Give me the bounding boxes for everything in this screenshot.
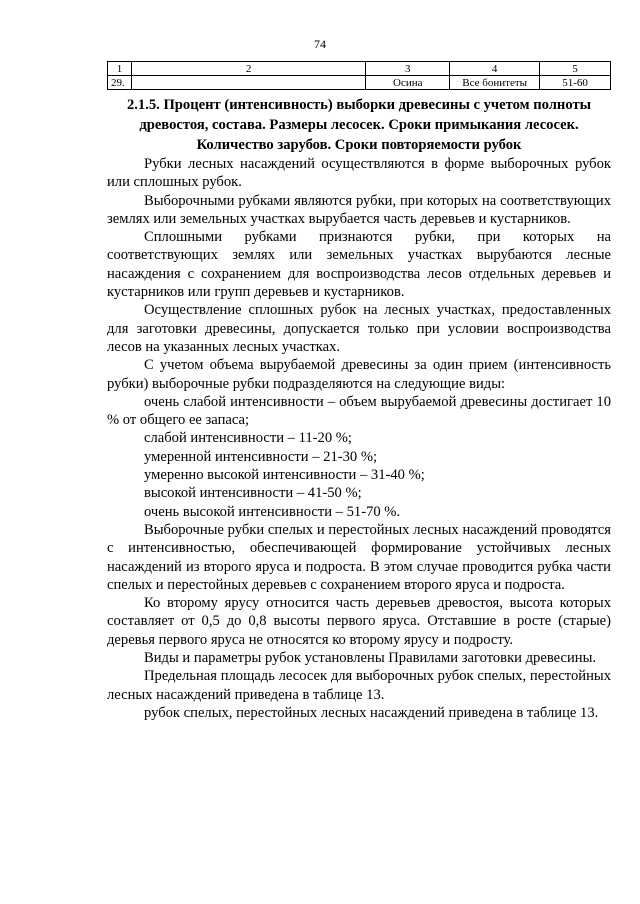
paragraph: Сплошными рубками признаются рубки, при которых на соответствующих землях или земельных участках вырубаются лесные насаждения с сохранением для воспроизводства лесов отдельных деревьев и кустарников или групп деревьев и кустарников. — [107, 229, 611, 301]
data-table — [107, 61, 611, 90]
section-title: 2.1.5. Процент (интенсивность) выборки древесины с учетом полноты древостоя, состава. Размеры лесосек. Сроки примыкания лесосек. Количество зарубов. Сроки повторяемости рубок — [126, 97, 592, 153]
table-cell: 29. — [108, 76, 132, 90]
table-header-cell: 1 — [108, 62, 132, 76]
paragraph: Выборочные рубки спелых и перестойных лесных насаждений проводятся с интенсивностью, обеспечивающей формирование устойчивых лесных насаждений из второго яруса и подроста. В этом случае проводится рубка части спелых и перестойных деревьев с сохранением второго яруса и подроста. — [107, 521, 611, 593]
paragraph: С учетом объема вырубаемой древесины за один прием (интенсивность рубки) выборочные рубки подразделяются на следующие виды: — [107, 357, 611, 392]
paragraph: очень высокой интенсивности – 51-70 %. — [144, 503, 401, 520]
paragraph: Рубки лесных насаждений осуществляются в форме выборочных рубок или сплошных рубок. — [107, 156, 611, 191]
paragraph: умеренно высокой интенсивности – 31-40 %; — [144, 467, 425, 484]
paragraph: умеренной интенсивности – 21-30 %; — [144, 448, 378, 465]
paragraph: Осуществление сплошных рубок на лесных участках, предоставленных для заготовки древесины, допускается только при условии воспроизводства лесов на указанных лесных участках. — [107, 302, 611, 355]
paragraph: Виды и параметры рубок установлены Правилами заготовки древесины. — [144, 650, 597, 667]
table-header-cell: 2 — [131, 62, 365, 76]
table-cell: 51-60 — [540, 76, 611, 90]
body-text — [107, 155, 611, 722]
table-header-cell: 3 — [366, 62, 450, 76]
table-header-cell: 5 — [540, 62, 611, 76]
table-cell — [131, 76, 365, 90]
table-cell: Все бонитеты — [450, 76, 540, 90]
paragraph: очень слабой интенсивности – объем вырубаемой древесины достигает 10 % от общего ее запаса; — [107, 393, 611, 429]
paragraph: Предельная площадь лесосек для выборочных рубок спелых, перестойных лесных насаждений приведена в таблице 13. — [107, 668, 611, 703]
paragraph: Ко второму ярусу относится часть деревьев древостоя, высота которых составляет от 0,5 до 0,8 высоты первого яруса. Отставшие в росте (старые) деревья первого яруса не относятся ко второму ярусу и подросту. — [107, 595, 611, 648]
page-number: 74 — [314, 37, 326, 51]
table-cell: Осина — [366, 76, 450, 90]
table-header-cell: 4 — [450, 62, 540, 76]
paragraph: слабой интенсивности – 11-20 %; — [144, 430, 352, 447]
paragraph: высокой интенсивности – 41-50 %; — [144, 485, 362, 502]
paragraph: рубок спелых, перестойных лесных насаждений приведена в таблице 13. — [144, 704, 599, 721]
table-row — [108, 76, 611, 90]
table-header-row — [108, 62, 611, 76]
paragraph: Выборочными рубками являются рубки, при которых на соответствующих землях или земельных участках вырубается часть деревьев и кустарников. — [107, 192, 611, 227]
